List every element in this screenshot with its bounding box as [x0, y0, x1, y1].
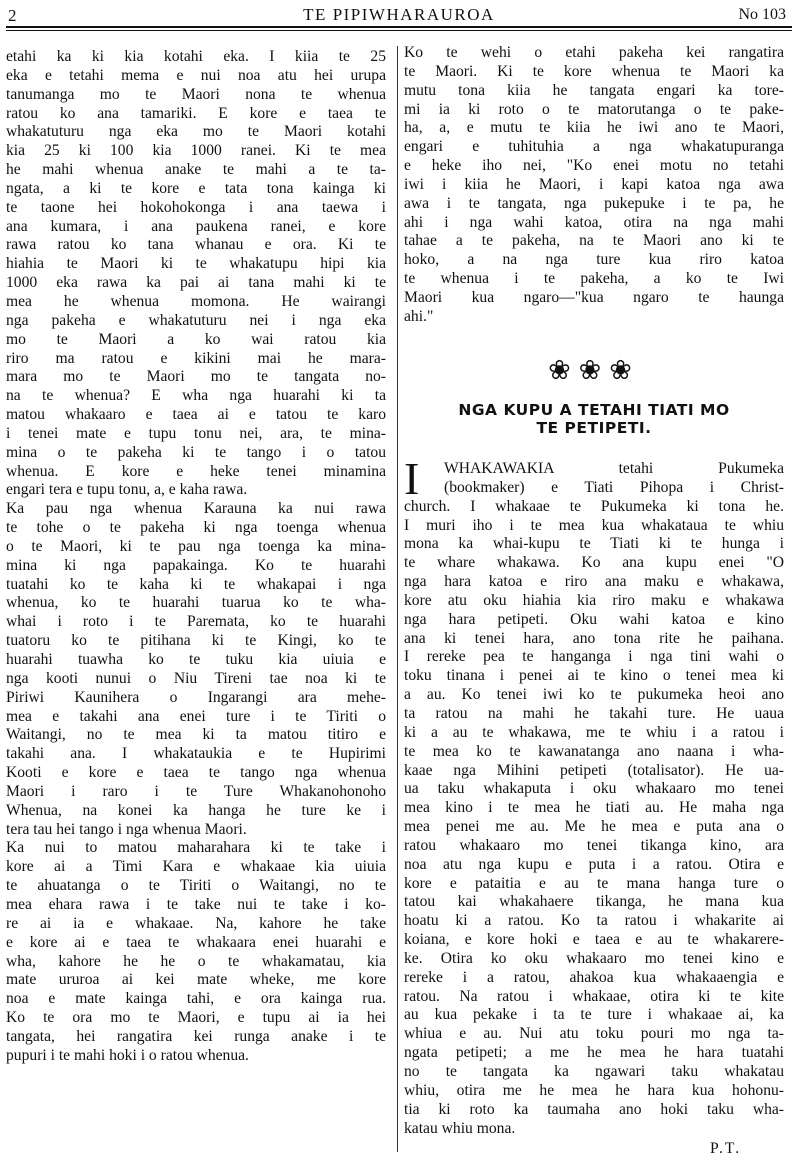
text-line: te taone hei hokohokonga i ana taewa i [6, 198, 386, 216]
text-line: riro ma ratou e kikini mai he mara- [6, 349, 386, 367]
text-line: rawa ratou ko tana whanau e ora. Ki te [6, 236, 386, 254]
text-line: hoatu ki a ratou. Ko ta ratou i whakarite ai [404, 912, 784, 930]
article-heading-line-1: NGA KUPU A TETAHI TIATI MO [458, 401, 730, 419]
text-line: wha, kahore he he o te whakamatau, kia [6, 952, 386, 970]
text-line: whai i roto i te Paremata, ko te huarahi [6, 613, 386, 631]
text-line: 1000 eka rawa ka pai ai tana mahi ki te [6, 274, 386, 292]
header-rule-thin [6, 30, 792, 31]
text-line: toku tinana i penei ai te kino o tenei mea ki [404, 667, 784, 685]
text-line: matou whakaaro e taea ai e tatou te karo [6, 406, 386, 424]
text-line: engari e tuhituhia a nga whakatupuranga [404, 138, 784, 156]
text-line: he mahi whenua anake te mahi a te ta- [6, 161, 386, 179]
text-line: mara mo te Maori mo te tangata no- [6, 368, 386, 386]
text-line: Waitangi, no te mea ki ta matou titiro e [6, 726, 386, 744]
text-line: kaae nga Mihini petipeti (totalisator). He ua- [404, 761, 784, 779]
text-line: whakatuturu nga eka mo te Maori kotahi [6, 123, 386, 141]
article-heading [404, 401, 784, 437]
text-line: mo te Maori a ko wai ratou kia [6, 330, 386, 348]
header-rule [6, 26, 792, 28]
text-line: katau whiu mona. [404, 1119, 516, 1137]
text-line: noa atu nga kupu e puta i a ratou. Otira e [404, 855, 784, 873]
text-line: i tenei mate e tupu tonu nei, ara, te mina- [6, 424, 386, 442]
text-line: Whenua, na konei ka hanga he ture ke i [6, 801, 386, 819]
article-heading-line-2: TE PETIPETI. [536, 419, 652, 437]
text-line: e kore ai e taea te whakaara enei huarahi e [6, 933, 386, 951]
text-line: no te tangata ka ngawari taku whakatau [404, 1063, 784, 1080]
text-line: rereke i a ratou, ahakoa kua whakaaengia e [404, 968, 784, 986]
text-line: mina ki nga papakainga. Ko te huarahi [6, 556, 386, 574]
text-line: ana ki tenei hara, ano tona rite he paihana. [404, 629, 784, 647]
text-line: kore e pataitia e au te mana hanga ture o [404, 874, 784, 892]
article-body [404, 453, 784, 1138]
text-line: nga pakeha e whakatuturu nei i nga eka [6, 311, 386, 329]
text-line: mea e takahi ana enei ture i te Tiriti o [6, 707, 386, 725]
text-line: te Maori. Ki te kore whenua te Maori ka [404, 62, 784, 80]
text-line: tangata, hei rangatira kei runga anake i te [6, 1027, 386, 1045]
text-line: whiua e au. Nui atu toku pouri mo nga ta- [404, 1025, 784, 1043]
text-line: kia 25 ki 100 kia 1000 ranei. Ki te mea [6, 142, 386, 160]
text-line: awa i te tangata, nga pukepuke i te pa, he [404, 194, 784, 212]
text-line: mea kino i te mea he tiati au. He maha nga [404, 799, 784, 817]
text-line: I muri iho i te mea kua whakataua te whiu [404, 516, 784, 534]
text-line: koiana, e kore hoki e taea e au te whakarere- [404, 931, 784, 949]
text-line: Ka pau nga whenua Karauna ka nui rawa [6, 500, 386, 518]
text-line: re ai ia e whakaae. Na, kahore he take [6, 914, 386, 932]
page-number: 2 [8, 6, 17, 25]
text-line: ratou. Na ratou i whakaae, otira ki te kite [404, 987, 784, 1005]
text-line: mona ka whai-kupu te Tiati ki te hunga i [404, 535, 784, 553]
text-line: mate ururoa ai kei mate wheke, me kore [6, 971, 386, 989]
text-line: etahi ka ki kia kotahi eka. I kiia te 25 [6, 48, 386, 65]
text-line: Ko te ora mo te Maori, e tupu ai ia hei [6, 1009, 386, 1027]
text-line: nga kooti nunui o Niu Tireni tae noa ki te [6, 669, 386, 687]
text-line: te whare whakawa. Ko ana kupu enei "O [404, 554, 784, 572]
text-line: te whenua i te pakeha, a ko te Iwi [404, 270, 784, 288]
text-line: iwi i kiia he Maori, i kapi katoa nga awa [404, 175, 784, 193]
text-line: ahi i nga wahi katoa, otira na nga mahi [404, 213, 784, 231]
text-line: whenua. E kore e heke tenei minamina [6, 462, 386, 480]
text-line: te tohe o te pakeha ki nga toenga whenua [6, 519, 386, 537]
text-line: tahae a te pakeha, na te Maori ano ki te [404, 232, 784, 250]
text-line: Piriwi Kaunihera o Ingarangi ara mehe- [6, 688, 386, 706]
right-column-top [404, 44, 784, 327]
left-column [6, 48, 386, 1066]
text-line: ahi." [404, 307, 434, 325]
text-line: tia ki roto ka taumaha ano hoki taku wha- [404, 1100, 784, 1118]
text-line: Ko te wehi o etahi pakeha kei rangatira [404, 44, 784, 61]
text-line: tatou kai whakahaere tikanga, he mana kua [404, 893, 784, 911]
page-header [6, 4, 792, 26]
text-line: tuatahi ko te kaha ki te whakapai i nga [6, 575, 386, 593]
text-line: huarahi tuawha ko te tuku kia uiuia e [6, 651, 386, 668]
text-line: nga hara petipeti. Oku wahi katoa e kino [404, 610, 784, 628]
article-signature: P.T. [710, 1140, 742, 1157]
text-line: Maori kua ngaro—"kua ngaro te haunga [404, 288, 784, 306]
text-line: mina o te pakeha ki te tango i o tatou [6, 443, 386, 461]
text-line: te mea ko te kawanatanga ano naana i wha- [404, 742, 784, 760]
text-line: takahi ana. I whakataukia e te Hupirimi [6, 745, 386, 763]
text-line: tuatoru ko te pitihana ki te Kingi, ko te [6, 632, 386, 650]
text-line: church. I whakaae te Pukumeka ki tona he. [404, 497, 784, 515]
text-line: whiu, otira me he mea he hara kua hohonu- [404, 1081, 784, 1099]
text-line: I rereke pea te hanganga i nga tini wahi o [404, 648, 784, 666]
text-line: ta ratou na mahi he takahi ture. He uaua [404, 704, 784, 722]
ornament-divider: ❀❀❀ [548, 355, 640, 386]
text-line: Ka nui to matou maharahara ki te take i [6, 839, 386, 857]
text-line: au kua pekake i ta te ture i whakaae ai, ka [404, 1006, 784, 1024]
text-line: pupuri i te mahi hoki i o ratou whenua. [6, 1046, 249, 1064]
text-line: a au. Ko tenei iwi ko te pukumeka heoi ano [404, 686, 784, 704]
text-line: ngata, a ki te kore e tata tona kainga ki [6, 179, 386, 197]
text-line: kore ai a Timi Kara e whakaae kia uiuia [6, 858, 386, 876]
text-line: ratou ko ana tamariki. E kore e taea te [6, 104, 386, 122]
text-line: mea he whenua momona. He wairangi [6, 292, 386, 310]
text-line: Maori i raro i te Ture Whakanohonoho [6, 782, 386, 800]
column-divider [397, 46, 398, 1152]
text-line: mea ehara rawa i te take nui te take i ko- [6, 895, 386, 913]
text-line: hoko, a na nga ture kua riro katoa [404, 251, 784, 269]
text-line: o te Maori, ki te pau nga toenga ka mina- [6, 537, 386, 555]
text-line: ana kumara, i ana paukena ranei, e kore [6, 217, 386, 235]
publication-title: TE PIPIWHARAUROA [303, 5, 495, 24]
text-line: e heke iho nei, "Ko enei motu no tetahi [404, 157, 784, 175]
article-indented-lines [404, 453, 784, 504]
text-line: tera tau hei tango i nga whenua Maori. [6, 820, 247, 838]
issue-number: No 103 [738, 6, 786, 23]
text-line: whenua, ko te huarahi tuarua ko te wha- [6, 594, 386, 612]
text-line: noa e mate kainga tahi, e ora kainga rua. [6, 990, 386, 1008]
text-line: ha, a, e mutu te kiia he iwi ano te Maori, [404, 119, 784, 137]
drop-cap: I [404, 453, 420, 504]
text-line: eka e tetahi mema e nui noa atu hei urupa [6, 66, 386, 84]
text-line: te ahuatanga o te Tiriti o Waitangi, no te [6, 877, 386, 895]
text-line: mi ia ki roto o te matorutanga o te pake- [404, 100, 784, 118]
text-line: mea penei me au. Me he mea e puta ana o [404, 818, 784, 836]
text-line: ratou whakaaro mo tenei tikanga kino, ara [404, 836, 784, 854]
text-line: ki a au te whakawa, me te whiu i a ratou i [404, 723, 784, 741]
text-line: ke. Otira ko oku whakaaro mo tenei kino e [404, 949, 784, 967]
text-line: kore atu oku hiahia kia riro maku e whakawa [404, 591, 784, 609]
text-line: Kooti e kore e taea te tango nga whenua [6, 764, 386, 782]
text-line: nga hara katoa e riro ana maku e whakawa, [404, 573, 784, 591]
text-line: engari tera e tupu tonu, a, e kaha rawa. [6, 481, 248, 499]
article-lines [404, 498, 784, 1139]
text-line: mutu tona kiia he tangata engari ka tore- [404, 81, 784, 99]
text-line: na te whenua? E wha nga huarahi ki ta [6, 387, 386, 405]
text-line: hiahia te Maori ki te whakatupu hipi kia [6, 255, 386, 273]
text-line: tanumanga mo te Maori nona te whenua [6, 85, 386, 103]
text-line: (bookmaker) e Tiati Pihopa i Christ- [444, 478, 784, 496]
text-line: WHAKAWAKIA tetahi Pukumeka [444, 460, 784, 477]
text-line: ua taku whakaputa i oku whakaaro mo tenei [404, 780, 784, 798]
text-line: ngata petipeti; a me he mea he hara tuatahi [404, 1044, 784, 1062]
